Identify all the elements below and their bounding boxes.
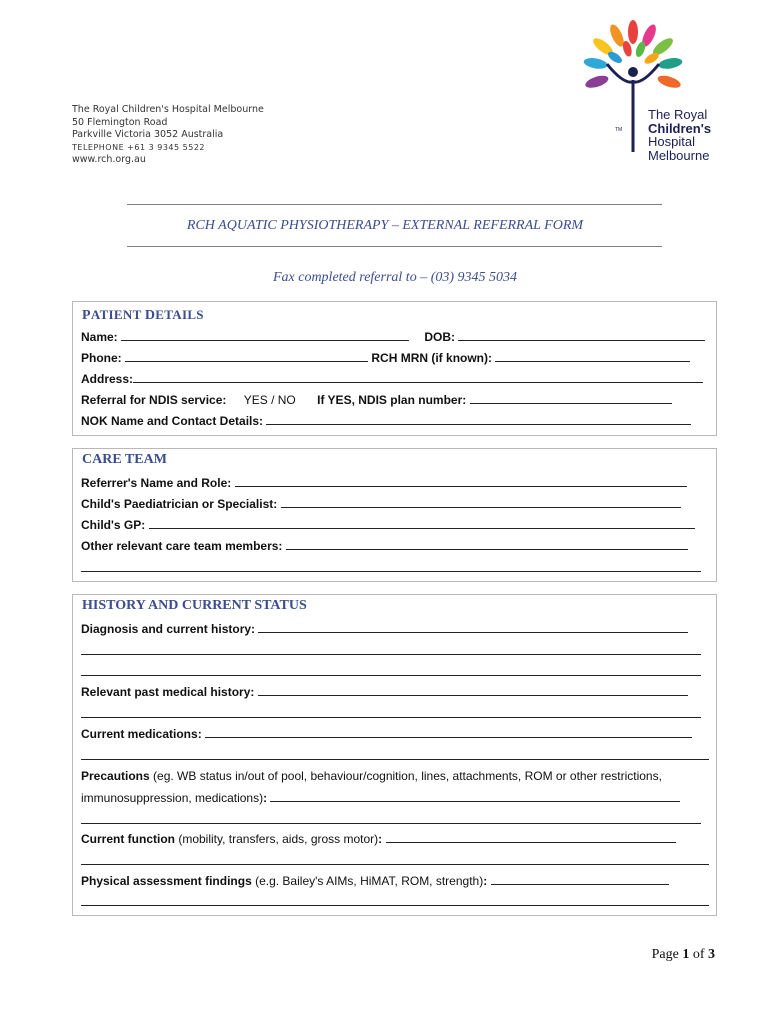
nok-label: NOK Name and Contact Details: [81, 414, 264, 428]
mrn-field[interactable] [495, 360, 690, 362]
address-line: The Royal Children's Hospital Melbourne [72, 104, 264, 115]
nok-field[interactable] [266, 423, 691, 425]
name-row [81, 330, 705, 344]
section-title: CARE TEAM [82, 452, 167, 467]
function-field-line-2[interactable] [81, 864, 709, 865]
gp-label: Child's GP: [81, 518, 146, 532]
referrer-field[interactable] [235, 485, 687, 487]
past-history-label: Relevant past medical history: [81, 685, 255, 699]
precautions-field-line-2[interactable] [81, 823, 701, 824]
diagnosis-field-line-3[interactable] [81, 675, 701, 676]
gp-row [81, 518, 695, 532]
dob-field[interactable] [458, 339, 705, 341]
ndis-plan-field[interactable] [470, 402, 672, 404]
section-title: HISTORY AND CURRENT STATUS [82, 598, 307, 613]
ndis-yes-no[interactable]: YES / NO [243, 393, 296, 407]
diagnosis-row [81, 622, 688, 636]
precautions-row [81, 769, 662, 783]
medications-field[interactable] [205, 736, 692, 738]
fax-instruction: Fax completed referral to – (03) 9345 5034 [272, 270, 518, 285]
physical-label: Physical assessment findings [81, 874, 252, 888]
phone-label: Phone: [81, 351, 122, 365]
past-history-row [81, 685, 688, 699]
name-label: Name: [81, 330, 118, 344]
name-field[interactable] [121, 339, 409, 341]
phone-field[interactable] [125, 360, 368, 362]
patient-details-section [72, 301, 717, 436]
precautions-note: (eg. WB status in/out of pool, behaviour/cognition, lines, attachments, ROM or other restrictions, [149, 769, 662, 783]
address-field[interactable] [133, 381, 703, 383]
function-row: Current function (mobility, transfers, aids, gross motor): [81, 832, 676, 846]
trademark-mark: TM [615, 127, 623, 133]
form-title: RCH AQUATIC PHYSIOTHERAPY – EXTERNAL REFERRAL FORM [186, 218, 584, 233]
past-history-field[interactable] [258, 694, 688, 696]
function-note: (mobility, transfers, aids, gross motor) [175, 832, 379, 846]
medications-row [81, 727, 692, 741]
hospital-address [72, 104, 264, 167]
physical-note: (e.g. Bailey's AIMs, HiMAT, ROM, strength) [251, 874, 484, 888]
dob-label: DOB: [424, 330, 456, 344]
paediatrician-label: Child's Paediatrician or Specialist: [81, 497, 278, 511]
ndis-row [81, 393, 672, 407]
gp-field[interactable] [149, 527, 695, 529]
logo-wordmark [648, 108, 711, 162]
mrn-label: RCH MRN (if known): [371, 351, 493, 365]
medications-field-line-2[interactable] [81, 759, 709, 760]
page-number: Page 1 of 3 [651, 947, 715, 962]
address-website: www.rch.org.au [72, 154, 146, 165]
title-divider-top [127, 204, 662, 205]
other-team-field[interactable] [286, 548, 688, 550]
physical-field[interactable] [491, 883, 669, 885]
precautions-label: Precautions [81, 769, 150, 783]
address-line: 50 Flemington Road [72, 116, 168, 128]
function-field[interactable] [386, 841, 676, 843]
care-team-section [72, 448, 717, 582]
diagnosis-field[interactable] [258, 631, 688, 633]
logo-line: The Royal [648, 107, 708, 122]
ndis-plan-label: If YES, NDIS plan number: [317, 393, 467, 407]
logo-line: Hospital [648, 134, 695, 149]
precautions-field[interactable] [270, 800, 680, 802]
nok-row [81, 414, 691, 428]
physical-field-line-2[interactable] [81, 905, 709, 906]
section-title: PATIENT DETAILS [82, 307, 204, 323]
referrer-row [81, 476, 687, 490]
address-telephone: TELEPHONE +61 3 9345 5522 [72, 142, 205, 152]
paediatrician-field[interactable] [281, 506, 681, 508]
other-team-label: Other relevant care team members: [81, 539, 283, 553]
address-line: Parkville Victoria 3052 Australia [72, 129, 224, 140]
physical-row: Physical assessment findings (e.g. Bailey's AIMs, HiMAT, ROM, strength): [81, 874, 669, 888]
address-row [81, 372, 703, 386]
diagnosis-label: Diagnosis and current history: [81, 622, 256, 636]
function-label: Current function [81, 832, 175, 846]
logo-line: Melbourne [648, 147, 710, 163]
other-team-row [81, 539, 688, 553]
ndis-label: Referral for NDIS service: [81, 393, 227, 407]
precautions-row-2: immunosuppression, medications): [81, 791, 680, 805]
history-section [72, 594, 717, 916]
past-history-field-line-2[interactable] [81, 717, 701, 718]
diagnosis-field-line-2[interactable] [81, 654, 701, 655]
title-divider-bottom [127, 246, 662, 247]
other-team-field-continued[interactable] [81, 571, 701, 572]
logo-line: Children's [648, 120, 712, 136]
referrer-label: Referrer's Name and Role: [81, 476, 232, 490]
medications-label: Current medications: [81, 727, 202, 741]
precautions-note-2: immunosuppression, medications) [81, 791, 264, 805]
address-label: Address: [81, 372, 134, 386]
phone-row [81, 351, 690, 365]
paediatrician-row [81, 497, 681, 511]
